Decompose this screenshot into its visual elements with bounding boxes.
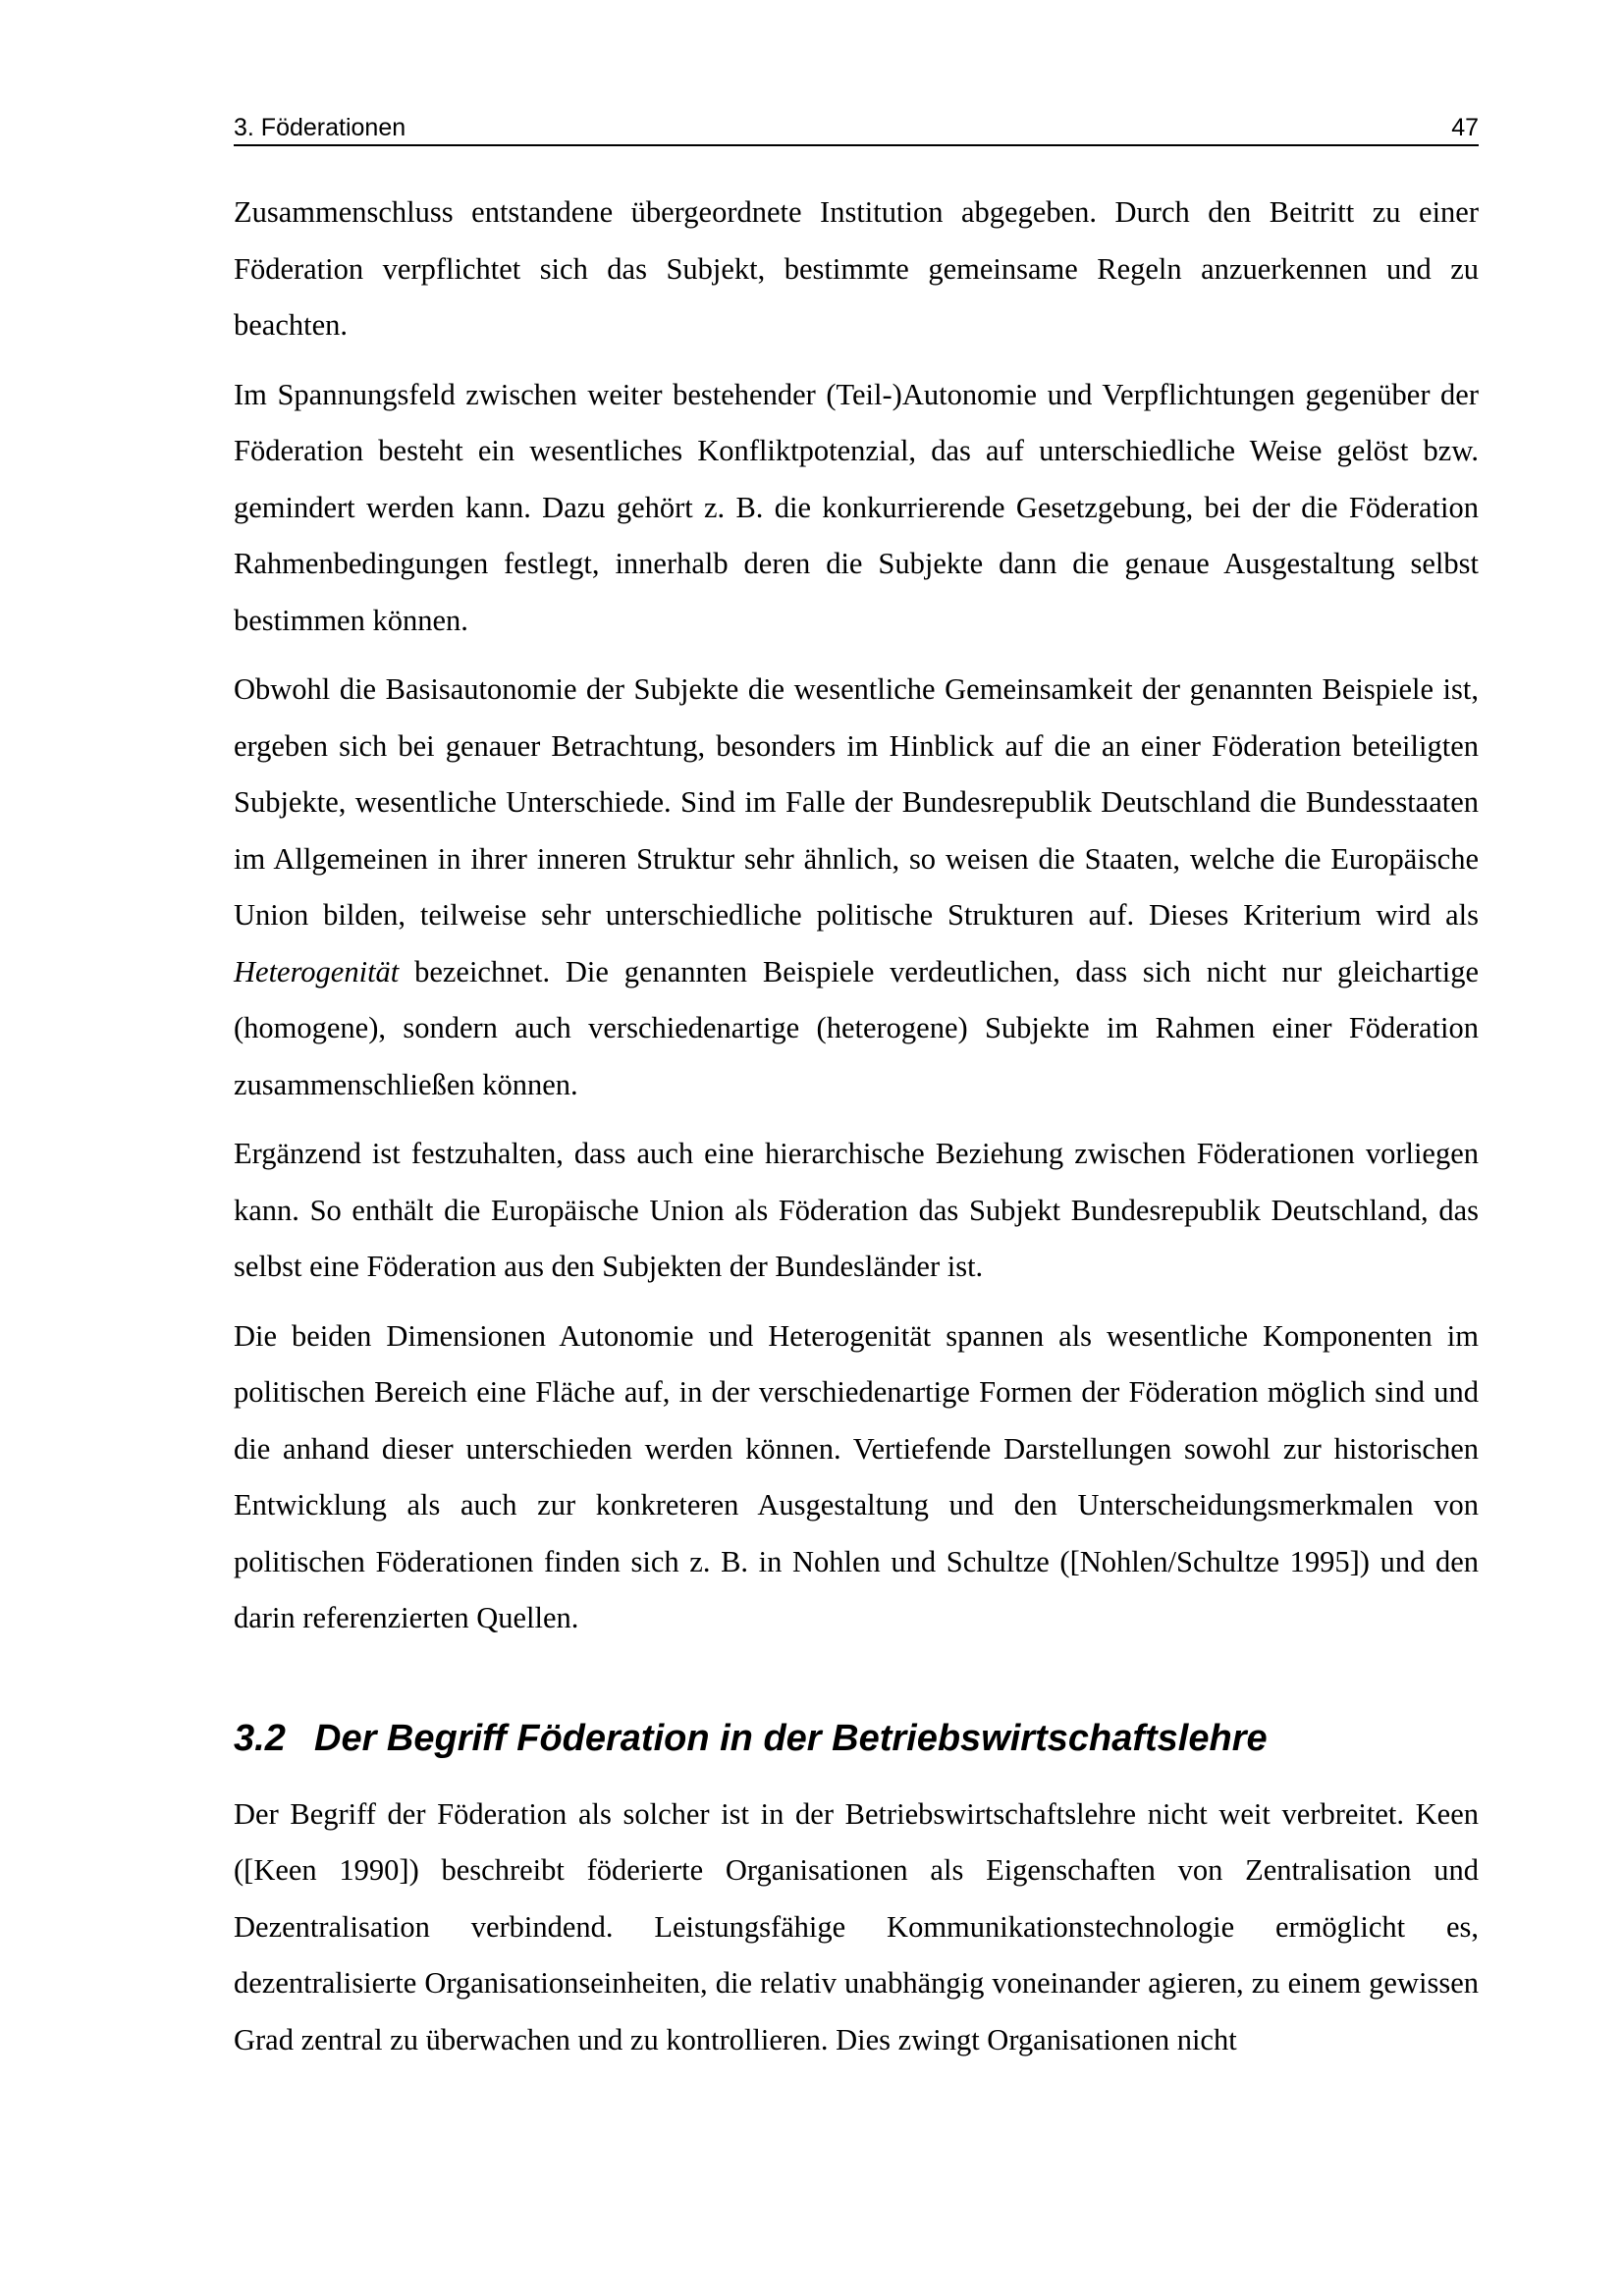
- running-header: [234, 111, 1479, 146]
- section-paragraph-1: Der Begriff der Föderation als solcher ist in der Betriebswirtschaftslehre nicht weit verbreitet. Keen ([Keen 1990]) beschreibt föderierte Organisationen als Eigenschaften von Zentralisation und Dezentralisation verbindend. Leistungsfähige Kommunikationstechnologie ermöglicht es, dezentralisierte Organisationseinheiten, die relativ unabhängig voneinander agieren, zu einem gewissen Grad zentral zu überwachen und zu kontrollieren. Dies zwingt Organisationen nicht: [234, 1796, 1479, 2056]
- paragraph-1: Zusammenschluss entstandene übergeordnete Institution abgegeben. Durch den Beitritt zu einer Föderation verpflichtet sich das Subjekt, bestimmte gemeinsame Regeln anzuerkennen und zu beachten.: [234, 195, 1479, 342]
- paragraph-3-part-1: Obwohl die Basisautonomie der Subjekte die wesentliche Gemeinsamkeit der genannten Beispiele ist, ergeben sich bei genauer Betrachtung, besonders im Hinblick auf die an einer Föderation beteiligten Subjekte, wesentliche Unterschiede. Sind im Falle der Bundesrepublik Deutschland die Bundesstaaten im Allgemeinen in ihrer inneren Struktur sehr ähnlich, so weisen die Staaten, welche die Europäische Union bilden, teilweise sehr unterschiedliche politische Strukturen auf. Dieses Kriterium wird als: [234, 672, 1479, 932]
- page-number: 47: [1451, 114, 1479, 141]
- paragraph-3: [234, 662, 1479, 1113]
- section-number: 3.2: [234, 1717, 286, 1759]
- body-text: [234, 185, 1479, 2068]
- section-heading: [234, 1714, 1479, 1763]
- paragraph-4: Ergänzend ist festzuhalten, dass auch eine hierarchische Beziehung zwischen Föderationen vorliegen kann. So enthält die Europäische Union als Föderation das Subjekt Bundesrepublik Deutschland, das selbst eine Föderation aus den Subjekten der Bundesländer ist.: [234, 1137, 1479, 1283]
- section-title: Der Begriff Föderation in der Betriebswirtschaftslehre: [314, 1717, 1268, 1759]
- chapter-title: 3. Föderationen: [234, 114, 406, 141]
- paragraph-5: Die beiden Dimensionen Autonomie und Heterogenität spannen als wesentliche Komponenten im politischen Bereich eine Fläche auf, in der verschiedenartige Formen der Föderation möglich sind und die anhand dieser unterschieden werden können. Vertiefende Darstellungen sowohl zur historischen Entwicklung als auch zur konkreteren Ausgestaltung und den Unterscheidungsmerkmalen von politischen Föderationen finden sich z. B. in Nohlen und Schultze ([Nohlen/Schultze 1995]) und den darin referenzierten Quellen.: [234, 1318, 1479, 1634]
- paragraph-2: Im Spannungsfeld zwischen weiter bestehender (Teil-)Autonomie und Verpflichtungen gegenüber der Föderation besteht ein wesentliches Konfliktpotenzial, das auf unterschiedliche Weise gelöst bzw. gemindert werden kann. Dazu gehört z. B. die konkurrierende Gesetzgebung, bei der die Föderation Rahmenbedingungen festlegt, innerhalb deren die Subjekte dann die genaue Ausgestaltung selbst bestimmen können.: [234, 377, 1479, 637]
- heterogenitaet-term: Heterogenität: [234, 954, 400, 988]
- paragraph-3-part-2: bezeichnet. Die genannten Beispiele verdeutlichen, dass sich nicht nur gleichartige (homogene), sondern auch verschiedenartige (heterogene) Subjekte im Rahmen einer Föderation zusammenschließen können.: [234, 954, 1479, 1101]
